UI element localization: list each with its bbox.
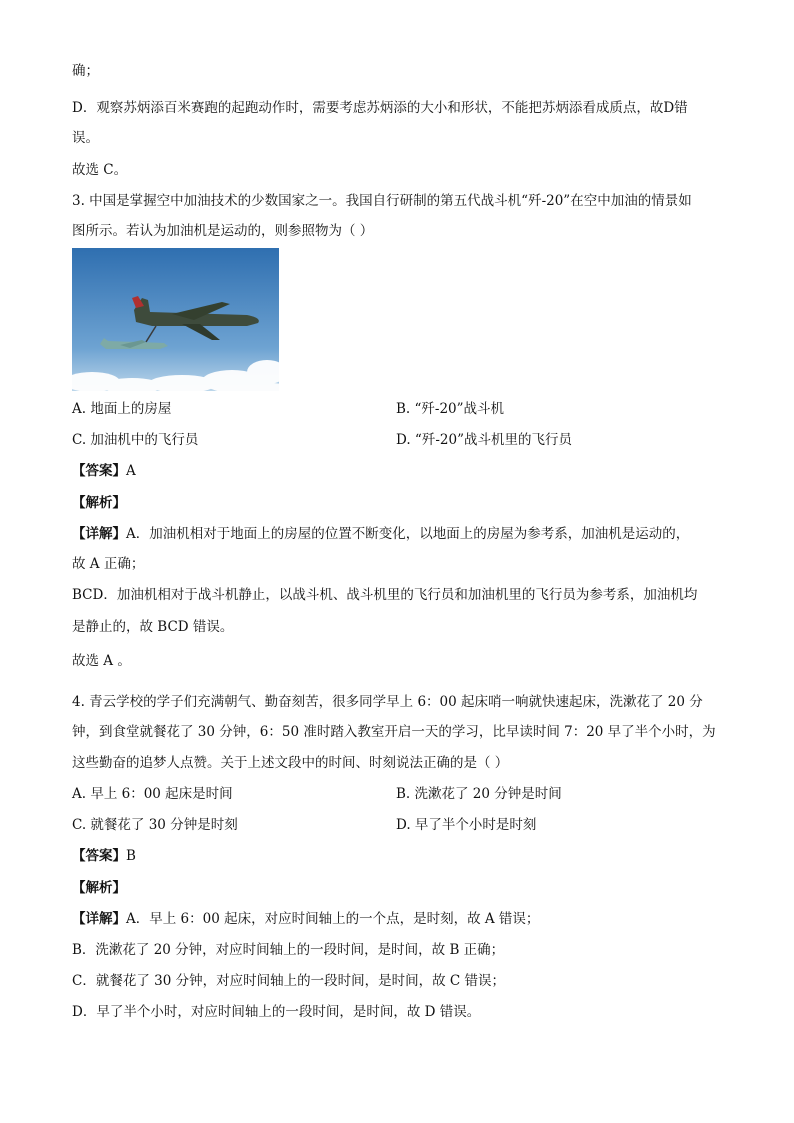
q4-option-a[interactable]: A. 早上 6：00 起床是时间: [72, 786, 233, 802]
q4-answer-line: [72, 847, 136, 865]
q3-analysis-tag: 【解析】: [72, 495, 126, 511]
q4-detail-line4: D．早了半个小时，对应时间轴上的一段时间，是时间，故 D 错误。: [72, 1004, 481, 1020]
q3-answer-value: A: [126, 463, 136, 479]
prev-answer-tail: 确；: [72, 63, 99, 79]
prev-option-d-explanation: D．观察苏炳添百米赛跑的起跑动作时，需要考虑苏炳添的大小和形状，不能把苏炳添看成质点，故D错: [72, 100, 688, 116]
q3-stem-line1: 3. 中国是掌握空中加油技术的少数国家之一。我国自行研制的第五代战斗机“歼-20”在空中加油的情景如: [72, 193, 692, 209]
q3-answer-line: [72, 462, 136, 480]
q4-detail-line2: B．洗漱花了 20 分钟，对应时间轴上的一段时间，是时间，故 B 正确；: [72, 942, 505, 958]
answer-tag: 【答案】: [72, 848, 126, 864]
q3-detail-line3: BCD．加油机相对于战斗机静止，以战斗机、战斗机里的飞行员和加油机里的飞行员为参考系，加油机均: [72, 587, 698, 603]
q4-stem-line3: 这些勤奋的追梦人点赞。关于上述文段中的时间、时刻说法正确的是（ ）: [72, 755, 509, 771]
q3-option-b[interactable]: B. “歼-20”战斗机: [396, 401, 505, 417]
detail-tag: 【详解】: [72, 526, 126, 542]
q3-detail-line4: 是静止的，故 BCD 错误。: [72, 619, 234, 635]
answer-tag: 【答案】: [72, 463, 126, 479]
q3-option-c[interactable]: C. 加油机中的飞行员: [72, 432, 199, 448]
q3-detail-line2: 故 A 正确；: [72, 556, 145, 572]
q4-detail-line1: 【详解】A．早上 6：00 起床，对应时间轴上的一个点，是时刻，故 A 错误；: [72, 911, 540, 927]
q4-detail-line3: C．就餐花了 30 分钟，对应时间轴上的一段时间，是时间，故 C 错误；: [72, 973, 506, 989]
prev-choose-line: 故选 C。: [72, 162, 128, 178]
q4-option-c[interactable]: C. 就餐花了 30 分钟是时刻: [72, 817, 238, 833]
q4-answer-value: B: [126, 848, 136, 864]
q3-stem-line2: 图所示。若认为加油机是运动的，则参照物为（ ）: [72, 223, 374, 239]
prev-explanation-end: 误。: [72, 130, 99, 146]
q4-analysis-tag: 【解析】: [72, 880, 126, 896]
refueling-photo: [72, 248, 279, 391]
refueling-illustration: [72, 248, 279, 391]
q3-detail-line1: 【详解】A．加油机相对于地面上的房屋的位置不断变化，以地面上的房屋为参考系，加油机是运动的，: [72, 526, 690, 542]
q3-option-d[interactable]: D. “歼-20”战斗机里的飞行员: [396, 432, 572, 448]
q3-option-a[interactable]: A. 地面上的房屋: [72, 401, 172, 417]
q4-stem-line1: 4. 青云学校的学子们充满朝气、勤奋刻苦，很多同学早上 6：00 起床哨一响就快速起床，洗漱花了 20 分: [72, 694, 703, 710]
q4-option-b[interactable]: B. 洗漱花了 20 分钟是时间: [396, 786, 562, 802]
q3-choose-line: 故选 A 。: [72, 653, 131, 669]
q4-option-d[interactable]: D. 早了半个小时是时刻: [396, 817, 537, 833]
detail-tag: 【详解】: [72, 911, 126, 927]
q4-stem-line2: 钟，到食堂就餐花了 30 分钟，6：50 准时踏入教室开启一天的学习，比早读时间 7：20 早了半个小时，为: [72, 724, 716, 740]
